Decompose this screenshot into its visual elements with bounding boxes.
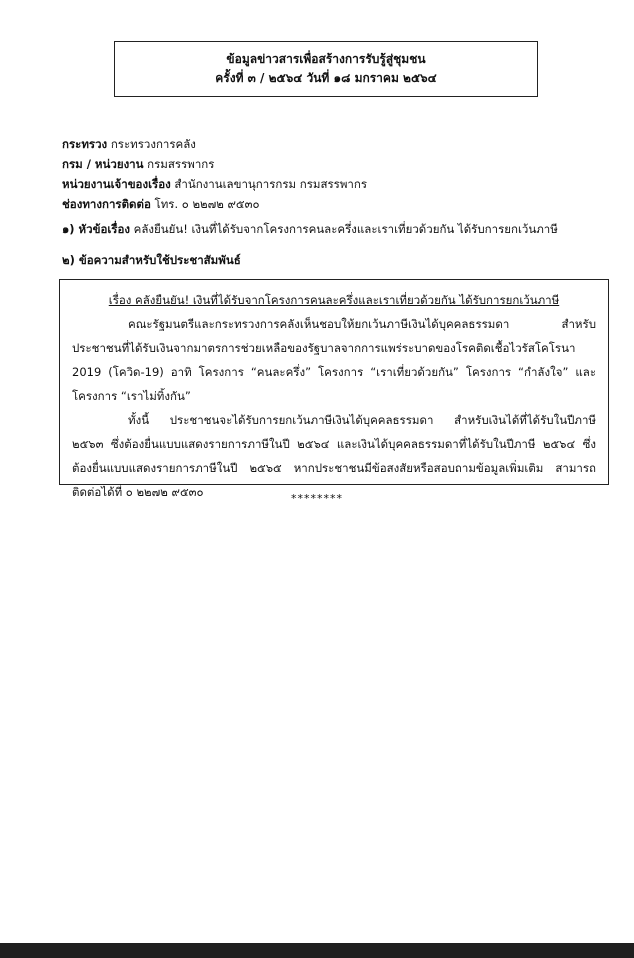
press-release-box xyxy=(59,279,609,499)
info-contact xyxy=(62,194,367,214)
department-label: กรม / หน่วยงาน xyxy=(62,157,144,171)
department-value: กรมสรรพากร xyxy=(147,157,215,171)
press-paragraph-1: คณะรัฐมนตรีและกระทรวงการคลังเห็นชอบให้ยกเว้นภาษีเงินได้บุคคลธรรมดา สำหรับประชาชนที่ได้รับเงินจากมาตรการช่วยเหลือของรัฐบาลจากการแพร่ระบาดของโรคติดเชื้อไวรัสโคโรนา 2019 (โควิด-19) อาทิ โครงการ “คนละครึ่ง” โครงการ “เราเที่ยวด้วยกัน” โครงการ “กำลังใจ” และโครงการ “เราไม่ทิ้งกัน” xyxy=(72,317,596,403)
info-ministry xyxy=(62,134,367,154)
section-1-label: ๑) หัวข้อเรื่อง xyxy=(62,222,130,236)
info-block xyxy=(62,134,367,214)
section-1-topic xyxy=(62,221,558,239)
document-title-box xyxy=(114,41,538,97)
info-owner xyxy=(62,174,367,194)
contact-label: ช่องทางการติดต่อ xyxy=(62,197,151,211)
owner-label: หน่วยงานเจ้าของเรื่อง xyxy=(62,177,171,191)
title-line-2: ครั้งที่ ๓ / ๒๕๖๔ วันที่ ๑๘ มกราคม ๒๕๖๔ xyxy=(215,71,437,85)
title-line-1: ข้อมูลข่าวสารเพื่อสร้างการรับรู้สู่ชุมชน xyxy=(226,52,426,66)
press-paragraph-2: ทั้งนี้ ประชาชนจะได้รับการยกเว้นภาษีเงินได้บุคคลธรรมดา สำหรับเงินได้ที่ได้รับในปีภาษี ๒๕๖๓ ซึ่งต้องยื่นแบบแสดงรายการภาษีในปี ๒๕๖๔ และเงินได้บุคคลธรรมดาที่ได้รับในปีภาษี ๒๕๖๔ ซึ่งต้องยื่นแบบแสดงรายการภาษีในปี ๒๕๖๕ หากประชาชนมีข้อสงสัยหรือสอบถามข้อมูลเพิ่มเติม สามารถติดต่อได้ที่ ๐ ๒๒๗๒ ๙๕๓๐ xyxy=(72,413,596,499)
bottom-bar xyxy=(0,943,634,958)
end-of-document-mark: ******** xyxy=(291,492,343,505)
ministry-value: กระทรวงการคลัง xyxy=(110,137,196,151)
press-headline: เรื่อง คลังยืนยัน! เงินที่ได้รับจากโครงการคนละครึ่งและเราเที่ยวด้วยกัน ได้รับการยกเว้นภาษี xyxy=(108,293,560,307)
contact-value: โทร. ๐ ๒๒๗๒ ๙๕๓๐ xyxy=(154,197,260,211)
info-department xyxy=(62,154,367,174)
section-2-heading: ๒) ข้อความสำหรับใช้ประชาสัมพันธ์ xyxy=(62,253,241,267)
section-1-text: คลังยืนยัน! เงินที่ได้รับจากโครงการคนละครึ่งและเราเที่ยวด้วยกัน ได้รับการยกเว้นภาษี xyxy=(133,222,558,236)
ministry-label: กระทรวง xyxy=(62,137,108,151)
owner-value: สำนักงานเลขานุการกรม กรมสรรพากร xyxy=(174,177,368,191)
